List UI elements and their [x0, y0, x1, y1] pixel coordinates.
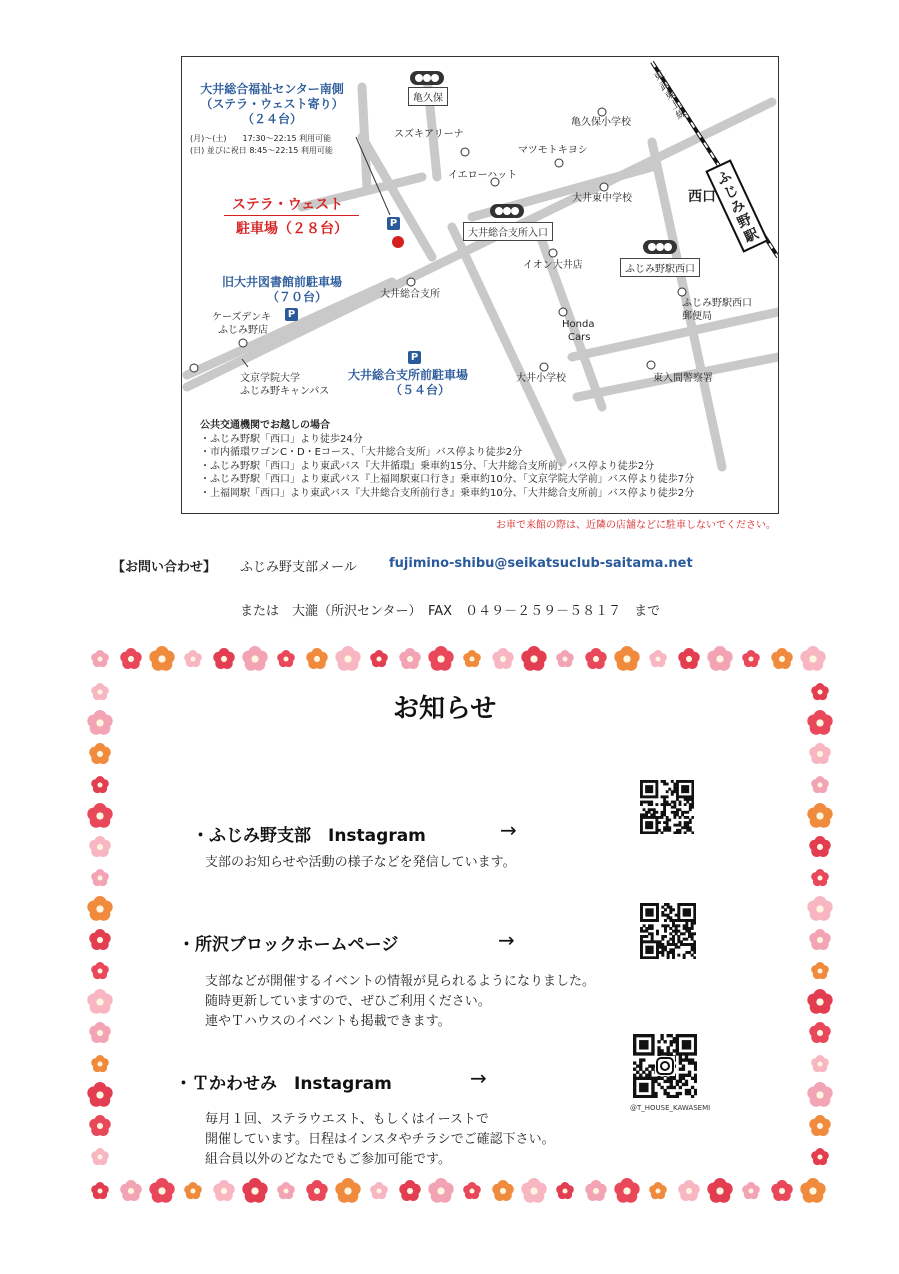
flower-icon [705, 1176, 735, 1206]
flower-icon [740, 648, 762, 670]
item-t-kawasemi-instagram: ・Ｔかわせみ Instagram [175, 1074, 392, 1094]
flower-icon [397, 646, 423, 672]
flower-icon [519, 1176, 549, 1206]
flower-icon [85, 801, 115, 831]
flower-icon [809, 1053, 831, 1075]
item-desc: 支部などが開催するイベントの情報が見られるようになりました。 [205, 974, 596, 989]
contact-mail-label: ふじみ野支部メール [240, 560, 357, 575]
flower-icon [809, 774, 831, 796]
notice-title: お知らせ [393, 694, 497, 724]
flower-icon [647, 1180, 669, 1202]
flower-icon [612, 644, 642, 674]
signal-fujimino-west: ふじみ野駅西口 [620, 258, 700, 277]
transit-heading: 公共交通機関でお越しの場合 [200, 420, 330, 431]
place-post-office: ふじみ野駅西口 [682, 298, 752, 309]
flower-icon [304, 1178, 330, 1204]
place-bunkyo-campus: ふじみ野キャンパス [240, 386, 330, 397]
place-honda-cars: Cars [568, 332, 591, 343]
flower-icon [304, 646, 330, 672]
flower-icon [805, 987, 835, 1017]
library-parking-name: 旧大井図書館前駐車場 [222, 275, 343, 289]
parking-south-sub: （ステラ・ウェスト寄り） [200, 97, 344, 111]
flower-icon [89, 1180, 111, 1202]
flower-icon [147, 1176, 177, 1206]
item-desc: 連やＴハウスのイベントも掲載できます。 [205, 1014, 451, 1029]
transit-line: ・ふじみ野駅「西口」より東武バス『上福岡駅東口行き』乗車約10分、「文京学院大学前」バス停より徒歩7分 [200, 474, 695, 485]
place-oi-east-school: 大井東中学校 [572, 193, 632, 204]
parking-south-hours-holiday: (日) 並びに祝日 8:45～22:15 利用可能 [190, 146, 333, 155]
railway-name: 東武東上線 [652, 69, 689, 122]
place-oi-branch: 大井総合支所 [380, 289, 440, 300]
flower-icon [397, 1178, 423, 1204]
contact-fax: または 大瀧（所沢センター） FAX ０４９－２５９－５８１７ まで [240, 604, 661, 619]
flower-icon [461, 1180, 483, 1202]
place-bunkyo: 文京学院大学 [240, 373, 300, 384]
parking-south-count: （２４台） [241, 112, 302, 126]
flower-icon [805, 894, 835, 924]
flower-icon [554, 648, 576, 670]
flower-icon [275, 648, 297, 670]
arrow-icon: → [470, 1066, 487, 1090]
flower-icon [807, 927, 833, 953]
flower-icon [519, 644, 549, 674]
flower-icon [809, 867, 831, 889]
contact-label: 【お問い合わせ】 [112, 560, 217, 575]
flower-icon [807, 834, 833, 860]
arrow-icon: → [498, 928, 515, 952]
flower-icon [676, 1178, 702, 1204]
flower-icon [147, 644, 177, 674]
flower-icon [809, 960, 831, 982]
flower-icon [85, 708, 115, 738]
transit-line: ・ふじみ野駅「西口」より徒歩24分 [200, 433, 363, 445]
label-west-exit: 西口 [688, 189, 716, 205]
qr-code-icon[interactable] [633, 1034, 697, 1098]
flower-icon [275, 1180, 297, 1202]
parking-icon: P [285, 308, 298, 321]
place-suzuki: スズキアリーナ [394, 129, 464, 140]
signal-kamekubo: 亀久保 [408, 87, 448, 106]
place-matsumoto: マツモトキヨシ [518, 145, 588, 156]
flower-icon [89, 648, 111, 670]
flower-icon [85, 987, 115, 1017]
flower-icon [89, 1053, 111, 1075]
qr-caption: @T_HOUSE_KAWASEMI [630, 1104, 711, 1112]
place-kamekubo-school: 亀久保小学校 [571, 117, 631, 128]
station-name: ふじみ野駅 [714, 167, 762, 247]
flower-icon [182, 1180, 204, 1202]
flower-icon [118, 1178, 144, 1204]
item-desc: 開催しています。日程はインスタやチラシでご確認下さい。 [205, 1132, 555, 1147]
flower-icon [809, 1146, 831, 1168]
item-desc: 随時更新していますので、ぜひご利用ください。 [205, 994, 491, 1009]
flower-icon [807, 1113, 833, 1139]
flower-icon [583, 646, 609, 672]
parking-warning: お車で来館の際は、近隣の店舗などに駐車しないでください。 [496, 520, 776, 531]
flower-icon [89, 1146, 111, 1168]
parking-south-hours: (月)～(土) 17:30～22:15 利用可能 [190, 134, 332, 143]
flower-icon [89, 960, 111, 982]
flower-icon [87, 1020, 113, 1046]
transit-line: ・市内循環ワゴンC・D・Eコース、「大井総合支所」バス停より徒歩2分 [200, 447, 523, 458]
flower-icon [647, 648, 669, 670]
flower-icon [426, 644, 456, 674]
flower-icon [89, 867, 111, 889]
item-desc: 組合員以外のどなたでもご参加可能です。 [205, 1152, 451, 1167]
flower-icon [769, 1178, 795, 1204]
divider [224, 215, 359, 216]
flower-icon [676, 646, 702, 672]
place-police: 東入間警察署 [653, 373, 713, 384]
transit-line: ・上福岡駅「西口」より東武バス『大井総合支所前行き』乗車約10分、「大井総合支所前」バス停より徒歩2分 [200, 487, 695, 499]
parking-south-name: 大井総合福祉センター南側 [200, 82, 344, 96]
flower-icon [705, 644, 735, 674]
flower-icon [240, 1176, 270, 1206]
flower-icon [333, 644, 363, 674]
flower-icon [85, 894, 115, 924]
flower-icon [333, 1176, 363, 1206]
parking-icon: P [408, 351, 421, 364]
place-oi-school: 大井小学校 [516, 373, 566, 384]
flower-icon [211, 1178, 237, 1204]
flower-icon [461, 648, 483, 670]
flower-icon [89, 774, 111, 796]
flower-icon [368, 648, 390, 670]
branch-parking-count: （５４台） [390, 383, 451, 397]
flower-icon [805, 708, 835, 738]
contact-email-link[interactable]: fujimino-shibu@seikatsuclub-saitama.net [389, 556, 693, 571]
place-ksdenki: ケーズデンキ [212, 312, 272, 323]
flower-icon [118, 646, 144, 672]
flower-icon [809, 681, 831, 703]
place-ksdenki-branch: ふじみ野店 [218, 325, 268, 336]
stella-parking-name: ステラ・ウェスト [232, 197, 344, 213]
flower-icon [87, 927, 113, 953]
library-parking-count: （７０台） [267, 290, 328, 304]
transit-info [200, 419, 694, 500]
flower-icon [583, 1178, 609, 1204]
flower-icon [240, 644, 270, 674]
flower-icon [807, 1020, 833, 1046]
item-tokorozawa-homepage: ・所沢ブロックホームページ [178, 935, 399, 955]
flower-icon [554, 1180, 576, 1202]
flower-icon [798, 644, 828, 674]
flower-icon [368, 1180, 390, 1202]
flower-icon [87, 741, 113, 767]
place-honda: Honda [562, 319, 595, 330]
qr-code-icon[interactable] [640, 780, 694, 834]
flower-icon [490, 1178, 516, 1204]
flower-icon [740, 1180, 762, 1202]
flower-icon [182, 648, 204, 670]
item-fujimino-instagram: ・ふじみ野支部 Instagram [192, 826, 426, 846]
place-aeon: イオン大井店 [523, 260, 583, 271]
item-desc: 毎月１回、ステラウエスト、もしくはイーストで [205, 1112, 489, 1127]
access-map [181, 56, 779, 514]
flower-icon [89, 681, 111, 703]
flower-icon [798, 1176, 828, 1206]
flower-icon [612, 1176, 642, 1206]
signal-oi-branch-entrance: 大井総合支所入口 [463, 222, 553, 241]
flower-icon [87, 834, 113, 860]
station-label-box [714, 157, 762, 257]
item-desc: 支部のお知らせや活動の様子などを発信しています。 [205, 855, 516, 870]
stella-parking-count: 駐車場（２８台） [236, 221, 348, 237]
flower-icon [805, 801, 835, 831]
qr-code-icon[interactable] [640, 903, 696, 959]
flower-icon [85, 1080, 115, 1110]
parking-icon: P [387, 217, 400, 230]
flower-icon [807, 741, 833, 767]
place-yellowhat: イエローハット [448, 170, 518, 181]
flower-icon [87, 1113, 113, 1139]
flower-icon [769, 646, 795, 672]
transit-line: ・ふじみ野駅「西口」より東武バス『大井循環』乗車約15分、「大井総合支所前」バス停より徒歩2分 [200, 460, 655, 472]
flower-icon [805, 1080, 835, 1110]
place-post-office-label: 郵便局 [682, 311, 712, 322]
branch-parking-name: 大井総合支所前駐車場 [348, 368, 469, 382]
flower-icon [211, 646, 237, 672]
flower-icon [490, 646, 516, 672]
flower-icon [426, 1176, 456, 1206]
arrow-icon: → [500, 818, 517, 842]
